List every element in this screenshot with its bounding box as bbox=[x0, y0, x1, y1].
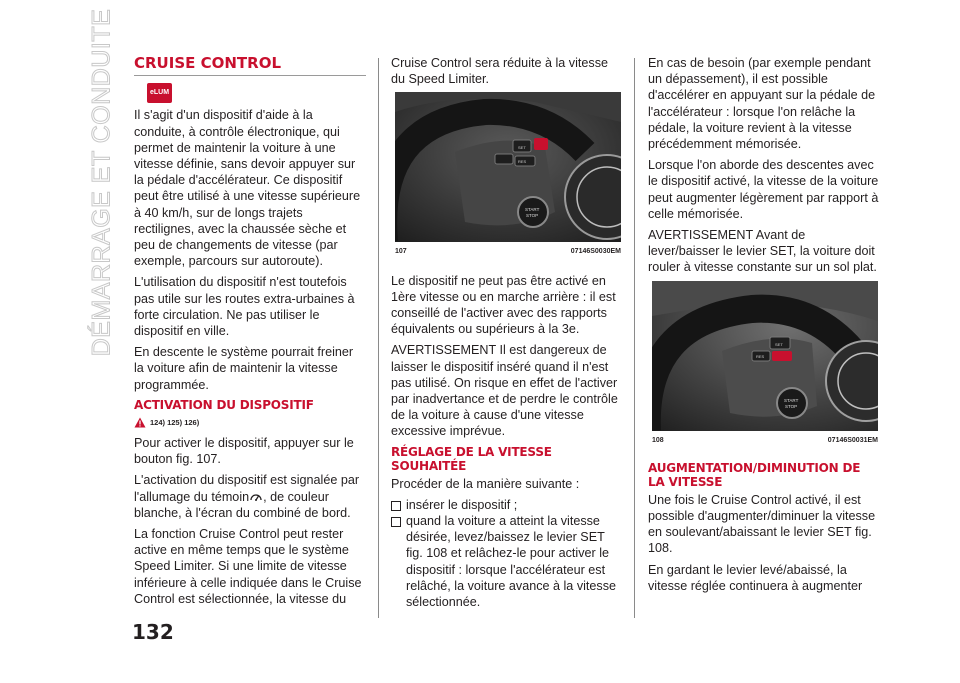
paragraph: Le dispositif ne peut pas être activé en 1ère vitesse ou en marche arrière : il est conseillé de l'activer avec des rapports équivalents ou supérieurs à la 3e. bbox=[391, 273, 616, 337]
warning-refs-text: 124) 125) 126) bbox=[150, 417, 200, 427]
fig108-btn-label-set: SET bbox=[775, 341, 783, 347]
elum-badge: eLUM bbox=[147, 83, 172, 103]
list-item-text: quand la voiture a atteint la vitesse désirée, levez/baissez le levier SET fig. 108 et relâchez-le pour activer le dispositif : lorsque l'accélérateur est relâché, la voiture avance à la vitesse sélectionnée. bbox=[406, 514, 617, 610]
cruise-control-speedometer-icon bbox=[249, 492, 263, 502]
paragraph: En gardant le levier levé/abaissé, la vitesse réglée continuera à augmenter bbox=[648, 562, 863, 593]
checkbox-bullet-icon bbox=[391, 517, 401, 527]
figure-107-caption bbox=[395, 244, 621, 260]
chapter-side-title bbox=[82, 8, 122, 357]
paragraph: L'utilisation du dispositif n'est toutefois pas utile sur les routes extra-urbaines à forte circulation. Ne pas utiliser le dispositif en ville. bbox=[134, 275, 355, 339]
column-3 bbox=[648, 55, 880, 599]
paragraph: En cas de besoin (par exemple pendant un dépassement), il est possible d'accélérer en appuyant sur la pédale de l'accélérateur : lorsque l'on relâche la pédale, la voiture revient à la vitesse précédemment mémorisée. bbox=[648, 56, 876, 152]
paragraph: Lorsque l'on aborde des descentes avec le dispositif activé, la vitesse de la voiture peut augmenter légèrement par rapport à celle mémorisée. bbox=[648, 158, 879, 221]
checkbox-bullet-icon bbox=[391, 501, 401, 511]
list-item bbox=[391, 513, 623, 610]
fig107-btn-label-set: SET bbox=[518, 145, 526, 151]
page-number: 132 bbox=[132, 620, 174, 644]
paragraph-part: , de couleur blanche, à l'écran du combiné de bord. bbox=[134, 489, 351, 520]
paragraph-part: L'activation du dispositif est signalée par l'allumage du témoin bbox=[134, 473, 360, 504]
fig107-btn-label-stop: STOP bbox=[526, 213, 539, 219]
figure-number: 108 bbox=[652, 436, 664, 444]
warning-refs bbox=[134, 415, 366, 431]
figure-108-caption bbox=[652, 433, 878, 449]
fig108-btn-label-stop: STOP bbox=[785, 403, 798, 409]
column-2 bbox=[391, 55, 623, 610]
paragraph: Cruise Control sera réduite à la vitesse du Speed Limiter. bbox=[391, 56, 608, 87]
paragraph bbox=[134, 472, 366, 521]
figure-108-steering-wheel-image bbox=[652, 281, 878, 431]
subheading-speed-setting: RÉGLAGE DE LA VITESSE SOUHAITÉE bbox=[391, 444, 552, 473]
fig107-btn-label-res: RES bbox=[518, 159, 527, 165]
column-1 bbox=[134, 55, 366, 612]
paragraph: AVERTISSEMENT Il est dangereux de laisser le dispositif inséré quand il n'est pas utilisé. On risque en effet de l'activer par inadvertance et de perdre le contrôle de la voiture à cause d'une vitesse excessive imprévue. bbox=[391, 343, 618, 439]
paragraph: Il s'agit d'un dispositif d'aide à la conduite, à contrôle électronique, qui permet de maintenir la voiture à une vitesse définie, sans devoir appuyer sur la pédale d'accélérateur. Ce dispositif peut être utilisé à une vitesse supérieure à 40 km/h, sur de longs trajets rectilignes, avec la chaussée sèche et peu de changements de vitesse (par exemple, parcours sur autoroute). bbox=[134, 108, 361, 269]
list-item-text: insérer le dispositif ; bbox=[406, 497, 518, 512]
fig108-btn-label-res: RES bbox=[756, 353, 765, 359]
paragraph: En descente le système pourrait freiner la voiture afin de maintenir la vitesse programmée. bbox=[134, 345, 354, 392]
figure-code: 07146S0030EM bbox=[570, 248, 621, 256]
chapter-side-title-text: DÉMARRAGE ET CONDUITE bbox=[87, 8, 116, 357]
warning-triangle-icon bbox=[134, 417, 146, 428]
paragraph: Pour activer le dispositif, appuyer sur le bouton fig. 107. bbox=[134, 436, 354, 467]
fig107-btn-label-start: START bbox=[525, 207, 540, 213]
subheading-activation: ACTIVATION DU DISPOSITIF bbox=[134, 397, 314, 412]
fig108-btn-label-start: START bbox=[784, 397, 799, 403]
paragraph: La fonction Cruise Control peut rester active en même temps que le système Speed Limiter. Si une limite de vitesse inférieure à celle indiquée dans le Cruise Control est sélectionnée, la vitesse du bbox=[134, 527, 362, 606]
section-title: CRUISE CONTROL bbox=[134, 55, 366, 76]
list-item bbox=[391, 497, 623, 513]
column-divider-1 bbox=[378, 58, 379, 618]
figure-number: 107 bbox=[395, 248, 407, 256]
paragraph: Procéder de la manière suivante : bbox=[391, 476, 580, 491]
paragraph: AVERTISSEMENT Avant de lever/baisser le levier SET, la voiture doit rouler à vitesse constante sur un sol plat. bbox=[648, 228, 877, 275]
column-divider-2 bbox=[634, 58, 635, 618]
subheading-speed-adjust: AUGMENTATION/DIMINUTION DE LA VITESSE bbox=[648, 460, 861, 489]
figure-107-steering-wheel-image bbox=[395, 92, 621, 242]
figure-code: 07146S0031EM bbox=[827, 436, 878, 444]
paragraph: Une fois le Cruise Control activé, il est possible d'augmenter/diminuer la vitesse en soulevant/abaissant le levier SET fig. 108. bbox=[648, 492, 876, 556]
